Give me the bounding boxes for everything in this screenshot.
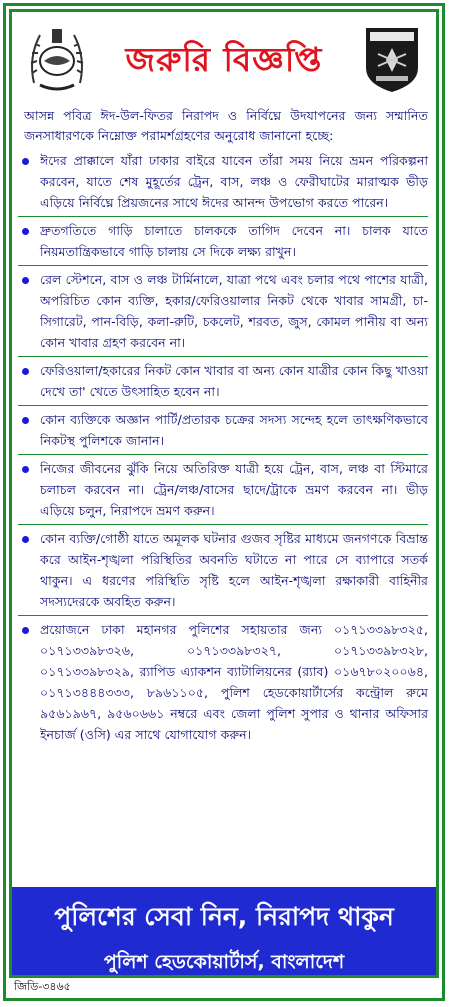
- slogan-banner: [12, 887, 436, 975]
- bullet-icon: [22, 277, 29, 284]
- list-item: [18, 360, 428, 402]
- bullet-icon: [22, 368, 29, 375]
- bullet-icon: [22, 228, 29, 235]
- list-item-text: প্রয়োজনে ঢাকা মহানগর পুলিশের সহায়তার জন্য ০১৭১৩৩৯৮৩২৫, ০১৭১৩৩৯৮৩২৬, ০১৭১৩৩৯৮৩২৭, ০১৭১৩৩৯৮৩২৮, ০১৭১৩৩৯৮৩২৯, র‍্যাপিড এ্যাকশন ব্যাটালিয়নের (র‍্যাব) ০১৬৭৮০২০০৬৪, ০১৭১৩৪৪৪৩৩৩, ৮৯৬১১০৫, পুলিশ হেডকোয়ার্টার্সের কন্ট্রোল রুমে ৯৫৬১৯৬৭, ৯৫৬০৬৬১ নম্বরে এবং জেলা পুলিশ সুপার ও থানার অফিসার ইনচার্জ (ওসি) এর সাথে যোগাযোগ করুন।: [40, 622, 428, 742]
- gd-code: জিডি-৩৪৬৫: [14, 980, 71, 993]
- organization-name: পুলিশ হেডকোয়ার্টার্স, বাংলাদেশ: [103, 951, 345, 973]
- intro-paragraph: আসন্ন পবিত্র ঈদ-উল-ফিতর নিরাপদ ও নির্বিঘ্নে উদযাপনের জন্য সম্মানিত জনসাধারণকে নিম্নোক্ত পরামর্শগ্রহণের অনুরোধ জানানো হচ্ছে:: [24, 108, 428, 143]
- list-item-text: কোন ব্যক্তি/গোষ্ঠী যাতে অমূলক ঘটনার গুজব সৃষ্টির মাধ্যমে জনগণকে বিভ্রান্ত করে আইন-শৃঙ্খলা পরিস্থিতির অবনতি ঘটাতে না পারে সে ব্যাপারে সতর্ক থাকুন। এ ধরণের পরিস্থিতি সৃষ্টি হলে আইন-শৃঙ্খলা রক্ষাকারী বাহিনীর সদস্যদেরকে অবহিত করুন।: [40, 531, 428, 609]
- bullet-icon: [22, 466, 29, 473]
- divider: [18, 524, 428, 525]
- rab-emblem-icon: [362, 24, 422, 94]
- advice-list: [18, 150, 428, 745]
- list-item-text: রেল স্টেশনে, বাস ও লঞ্চ টার্মিনালে, যাত্রা পথে এবং চলার পথে পাশের যাত্রী, অপরিচিত কোন ব্যক্তি, হকার/ফেরিওয়ালার নিকট থেকে খাবার সামগ্রী, চা-সিগারেট, পান-বিড়ি, কলা-রুটি, চকলেট, শরবত, জুস, কোমল পানীয় বা অন্য কোন খাবার গ্রহণ করবেন না।: [40, 272, 428, 350]
- divider: [18, 216, 428, 217]
- list-item-text: ঈদের প্রাক্কালে যাঁরা ঢাকার বাইরে যাবেন তাঁরা সময় নিয়ে ভ্রমন পরিকল্পনা করবেন, যাতে শেষ মুহূর্তের ট্রেন, বাস, লঞ্চ ও ফেরীঘাটের মারাত্মক ভীড় এড়িয়ে নির্বিঘ্নে প্রিয়জনের সাথে ঈদের আনন্দ উপভোগ করতে পারেন।: [40, 153, 428, 210]
- list-item: [18, 528, 428, 612]
- list-item: [18, 619, 428, 745]
- list-item: [18, 269, 428, 353]
- divider: [18, 356, 428, 357]
- list-item-text: নিজের জীবনের ঝুঁকি নিয়ে অতিরিক্ত যাত্রী হয়ে ট্রেন, বাস, লঞ্চ বা স্টিমারে চলাচল করবেন না। ট্রেন/লঞ্চ/বাসের ছাদে/ট্রাকে ভ্রমণ করবেন না। ভীড় এড়িয়ে চলুন, নিরাপদে ভ্রমণ করুন।: [40, 461, 428, 518]
- notice-frame: [3, 3, 445, 1001]
- list-item: [18, 409, 428, 451]
- notice-inner-frame: [9, 9, 439, 978]
- divider: [18, 265, 428, 266]
- list-item-text: দ্রুতগতিতে গাড়ি চালাতে চালককে তাগিদ দেবেন না। চালক যাতে নিয়মতান্ত্রিকভাবে গাড়ি চালায় সে দিকে লক্ষ্য রাখুন।: [40, 223, 428, 259]
- bullet-icon: [22, 417, 29, 424]
- list-item: [18, 220, 428, 262]
- list-item: [18, 458, 428, 521]
- bullet-icon: [22, 536, 29, 543]
- divider: [18, 615, 428, 616]
- notice-header: [12, 12, 436, 112]
- list-item: [18, 150, 428, 213]
- list-item-text: কোন ব্যক্তিকে অজ্ঞান পার্টি/প্রতারক চক্রের সদস্য সন্দেহ হলে তাৎক্ষণিকভাবে নিকটস্থ পুলিশকে জানান।: [40, 412, 428, 448]
- list-item-text: ফেরিওয়ালা/হকারের নিকট কোন খাবার বা অন্য কোন যাত্রীর কোন কিছু খাওয়া দেখে তা' খেতে উৎসাহিত হবেন না।: [40, 363, 428, 399]
- slogan-text: পুলিশের সেবা নিন, নিরাপদ থাকুন: [54, 902, 394, 931]
- bullet-icon: [22, 627, 29, 634]
- page-title: জরুরি বিজ্ঞপ্তি: [125, 40, 323, 79]
- divider: [18, 405, 428, 406]
- bullet-icon: [22, 158, 29, 165]
- divider: [18, 454, 428, 455]
